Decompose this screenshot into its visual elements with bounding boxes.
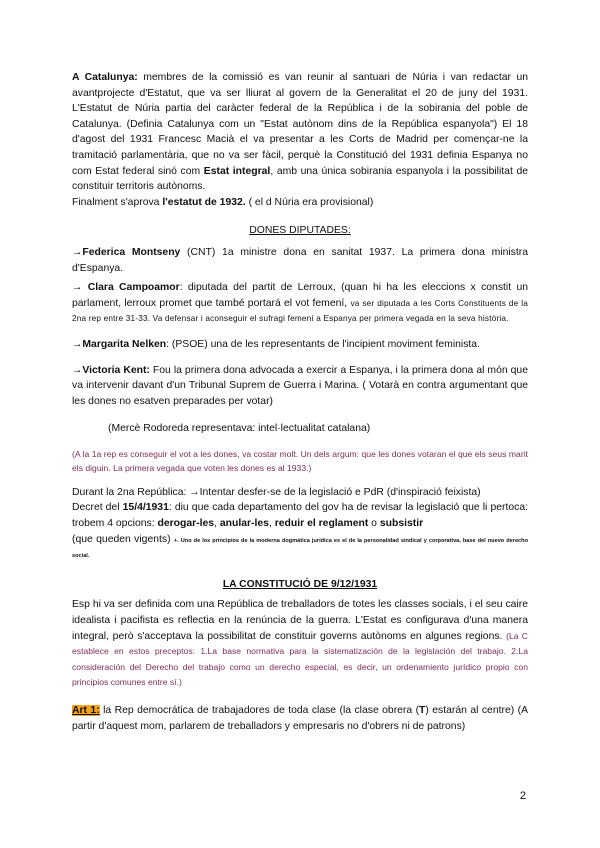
arrow-icon: → xyxy=(72,338,83,350)
estat-integral-bold: Estat integral xyxy=(203,165,271,177)
constitucio-paragraph xyxy=(72,597,528,691)
constitucio-heading: LA CONSTITUCIÓ DE 9/12/1931 xyxy=(222,578,378,590)
art1-paragraph xyxy=(72,703,528,734)
deputy-text: (CNT) 1a ministre dona en sanitat 1937. La primera dona ministra d'Espanya. xyxy=(72,246,528,274)
vote-women-note: (A la 1a rep es conseguir el vot a les dones, va costar molt. Un dels argum: que les dones votaran el que els seus marit els diguin. La primera vegada que voten les dones es al 1933.) xyxy=(72,448,528,473)
catalunya-text: membres de la comissió es van reunir al santuari de Núria i van redactar un avantprojecte d'Estatut, que va ser lliurat al govern de la Generalitat el 20 de juny del 1931. L'Estatut de Núria partia del caràcter federal de la República i de la sobirania del poble de Catalunya. (Definia Catalunya com un "Estat autònom dins de la República espanyola") El 18 d'agost del 1931 Francesc Macià el va presentar a les Corts de Madrid per començar-ne la tramitació parlamentària, que no va ser fàcil, perquè la Constitució del 1931 definia Espanya no com Estat federal sinó com xyxy=(72,72,528,177)
catalunya-paragraph xyxy=(72,70,528,195)
deputy-text: : (PSOE) una de les representants de l'incipient moviment feminista. xyxy=(166,338,480,350)
decret-vigents xyxy=(72,532,528,563)
merce-rodoreda-note: (Mercè Rodoreda representava: intel·lectualitat catalana) xyxy=(108,423,371,435)
separator: , xyxy=(268,518,275,530)
deputy-small-note: va ser diputada a les Corts Constituents de la 2na rep entre 31-33. Va defensar i aconseguir el sufragi femení a Espanya per primera vegada en la seva història. xyxy=(72,298,528,324)
deputy-name: Clara Campoamor xyxy=(87,282,180,294)
deputy-text: Fou la primera dona advocada a exercir a Espanya, i la primera dona al món que va intervenir davant d'un Tribunal Suprem de Guerra i Marina. ( Votarà en contra argumentant que les dones no esatven preparades per votar) xyxy=(72,364,528,407)
deputy-name: Federica Montseny xyxy=(82,246,181,258)
decret-paragraph xyxy=(72,500,528,531)
art1-label: Art 1: xyxy=(72,705,100,716)
option-subsistir: subsistir xyxy=(379,518,424,530)
constitucio-note: (La C establece en estos preceptos: 1.La base normativa para la sistematización de la legislación del trabajo. 2.La consideración del Derecho del trabajo como un derecho especial, es decir, un ordenamiento jurídico propio con principios comunes entre sí.) xyxy=(72,630,528,688)
deputy-montseny xyxy=(72,245,528,276)
decret-text: Decret del xyxy=(72,502,123,514)
dones-diputades-heading: DONES DIPUTADES: xyxy=(249,225,351,237)
deputy-text: : diputada del partit de Lerroux, (quan hi ha les eleccions x constit un parlament, lerroux promet que també portará el vot femení, xyxy=(72,282,528,309)
separator: , xyxy=(214,518,220,530)
deputy-name: Margarita Nelken xyxy=(82,338,167,350)
art1-text-2: ) estarán al centre) (A partir d'aquest mom, parlarem de treballadors y empresaris no d'obrers ni de patrons) xyxy=(72,705,528,732)
deputy-name: Victoria Kent: xyxy=(82,364,150,376)
arrow-icon: → xyxy=(72,282,88,294)
arrow-icon: → xyxy=(72,246,83,258)
finalment-paragraph xyxy=(72,195,528,211)
catalunya-text-2: , amb una única sobirania espanyola i la possibilitat de constituir territoris autònoms. xyxy=(72,165,529,193)
option-derogar: derogar-les xyxy=(157,518,215,530)
estatut-1932-bold: l'estatut de 1932. xyxy=(162,196,246,208)
deputy-kent xyxy=(72,363,528,410)
art1-text: la Rep democrática de trabajadores de toda clase (la clase obrera ( xyxy=(99,705,420,716)
separator: o xyxy=(368,518,380,530)
arrow-icon: → xyxy=(72,364,83,376)
document-body xyxy=(72,70,528,734)
finalment-text: Finalment s'aprova xyxy=(72,196,163,208)
option-reduir: reduir el reglament xyxy=(274,518,369,530)
deputy-campoamor xyxy=(72,280,528,327)
decret-date: 15/4/1931 xyxy=(122,502,169,514)
art1-bold: T xyxy=(419,705,426,716)
vigents-text: (que queden vigents) xyxy=(72,533,174,545)
page-number: 2 xyxy=(519,790,526,802)
decret-text-2: : diu que cada departamento del gov ha de revisar la legislació que li pertoca: trobem 4 opcions: xyxy=(72,502,528,530)
durant-paragraph: Durant la 2na República: →Intentar desfer-se de la legislació e PdR (d'inspiració feixista) xyxy=(72,486,481,498)
decret-footnote: +. Uno de los principios de la moderna dogmática jurídica es el de la personalidad sindical y corporativa, base del nuevo derecho social. xyxy=(72,537,528,560)
constitucio-text: Esp hi va ser definida com una República de treballadors de totes les classes socials, i el seu caire idealista i pacifista es reflectia en la renúncia de la guerra. L'Estat es configurava d'una manera integral, però s'acceptava la possibilitat de constituir governs autònoms en algunes regions. xyxy=(72,599,528,642)
option-anular: anular-les xyxy=(219,518,269,530)
catalunya-label: A Catalunya: xyxy=(72,72,138,83)
deputy-nelken xyxy=(72,337,528,353)
finalment-text-2: ( el d Núria era provisional) xyxy=(245,196,374,208)
